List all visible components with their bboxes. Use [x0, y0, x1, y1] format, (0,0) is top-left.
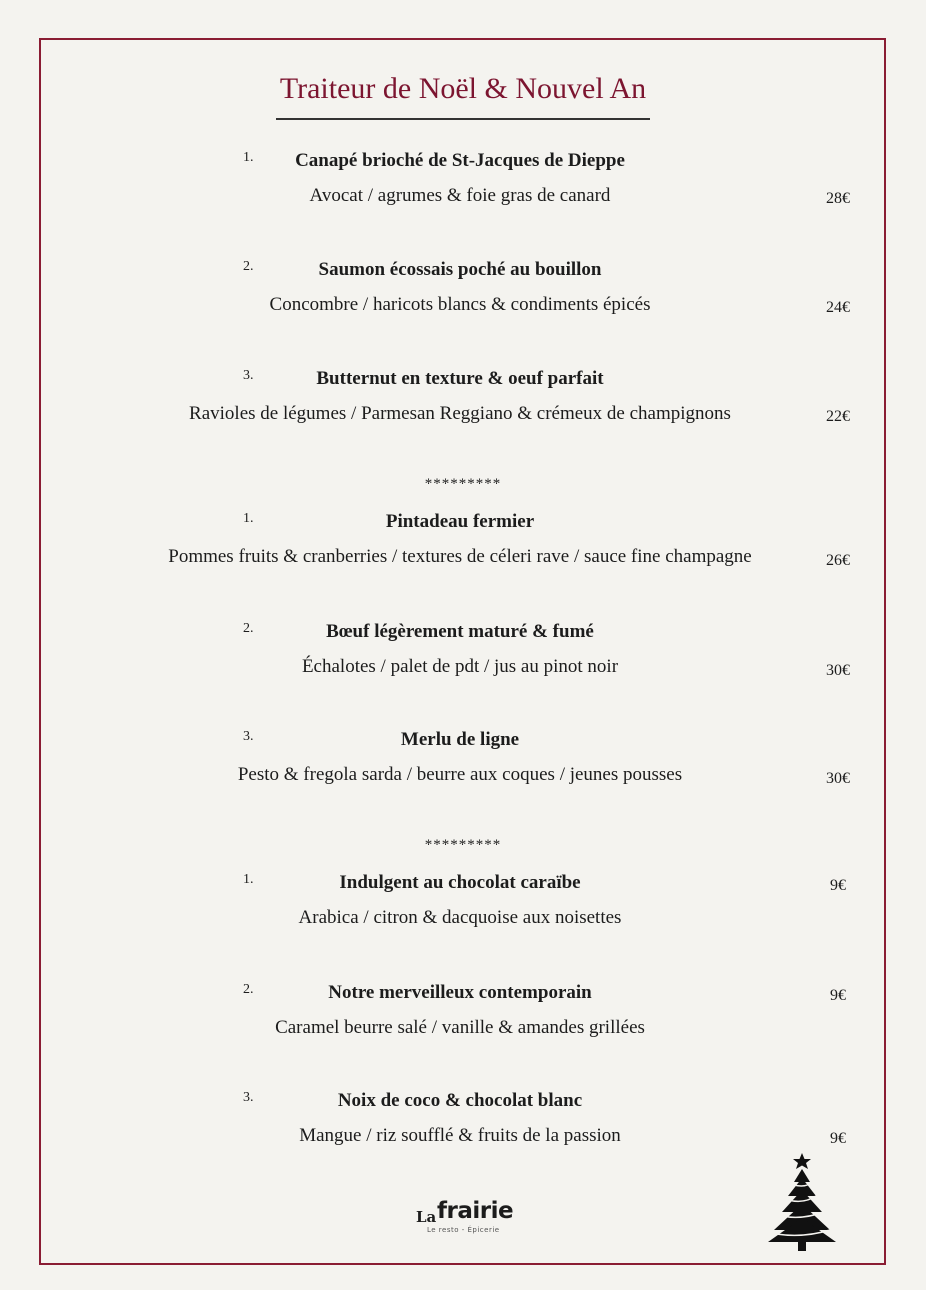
item-price: 30€ — [826, 770, 850, 787]
item-name: Noix de coco & chocolat blanc — [337, 1090, 583, 1111]
item-name: Indulgent au chocolat caraïbe — [339, 872, 581, 893]
item-number: 1. — [243, 511, 254, 526]
item-description: Avocat / agrumes & foie gras de canard — [309, 185, 611, 206]
restaurant-logo — [413, 1198, 513, 1238]
item-description: Pommes fruits & cranberries / textures de céleri rave / sauce fine champagne — [168, 546, 752, 567]
item-number: 3. — [243, 368, 254, 383]
item-price: 9€ — [830, 1130, 846, 1147]
logo-tagline: Le resto - Épicerie — [427, 1226, 500, 1234]
item-description: Concombre / haricots blancs & condiments épicés — [269, 294, 651, 315]
item-price: 22€ — [826, 408, 850, 425]
item-number: 3. — [243, 729, 254, 744]
page-border — [39, 38, 886, 1265]
item-price: 28€ — [826, 190, 850, 207]
item-name: Butternut en texture & oeuf parfait — [316, 368, 604, 389]
item-price: 30€ — [826, 662, 850, 679]
item-number: 1. — [243, 150, 254, 165]
logo-prefix: La — [416, 1208, 437, 1226]
item-description: Arabica / citron & dacquoise aux noisettes — [298, 907, 622, 928]
menu-title: Traiteur de Noël & Nouvel An — [279, 72, 647, 105]
item-name: Merlu de ligne — [400, 729, 520, 750]
section-separator: ********* — [424, 476, 502, 492]
item-name: Notre merveilleux contemporain — [328, 982, 592, 1003]
section-separator: ********* — [424, 837, 502, 853]
title-underline — [276, 118, 650, 120]
item-number: 2. — [243, 259, 254, 274]
logo-name: frairie — [437, 1198, 514, 1224]
item-price: 9€ — [830, 877, 846, 894]
item-number: 2. — [243, 621, 254, 636]
item-description: Échalotes / palet de pdt / jus au pinot noir — [301, 656, 619, 677]
item-description: Mangue / riz soufflé & fruits de la passion — [299, 1125, 621, 1146]
item-number: 1. — [243, 872, 254, 887]
item-description: Ravioles de légumes / Parmesan Reggiano & crémeux de champignons — [189, 403, 731, 424]
item-description: Caramel beurre salé / vanille & amandes grillées — [275, 1017, 645, 1038]
item-name: Pintadeau fermier — [385, 511, 535, 532]
christmas-tree-icon — [766, 1152, 838, 1252]
item-name: Bœuf légèrement maturé & fumé — [326, 621, 594, 642]
item-description: Pesto & fregola sarda / beurre aux coques / jeunes pousses — [237, 764, 683, 785]
item-price: 9€ — [830, 987, 846, 1004]
item-name: Canapé brioché de St-Jacques de Dieppe — [295, 150, 625, 171]
item-price: 26€ — [826, 552, 850, 569]
item-name: Saumon écossais poché au bouillon — [318, 259, 602, 280]
item-number: 2. — [243, 982, 254, 997]
item-price: 24€ — [826, 299, 850, 316]
item-number: 3. — [243, 1090, 254, 1105]
